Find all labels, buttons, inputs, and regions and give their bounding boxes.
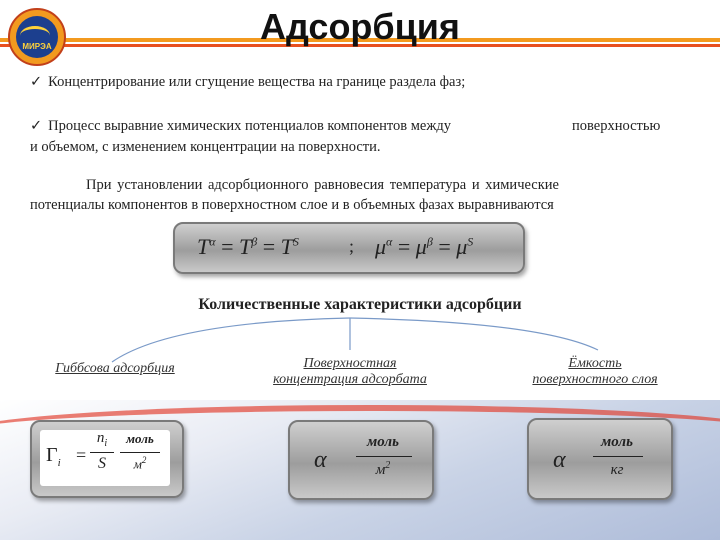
characteristics-heading: Количественные характеристики адсорбции: [198, 296, 522, 313]
paragraph-line-1: При установлении адсорбционного равновесия температура и химические: [86, 177, 559, 193]
alpha-symbol: α: [553, 447, 566, 473]
surface-concentration-formula-box: α моль $м^2$: [288, 420, 434, 500]
category-gibbs: Гиббсова адсорбция: [55, 361, 175, 376]
category-layer-capacity: Ёмкость поверхностного слоя: [532, 356, 658, 387]
bullet-2-end: поверхностью: [572, 118, 661, 134]
layer-capacity-formula-box: α моль кг: [527, 418, 673, 500]
gibbs-formula-box: $\Gamma_i$ = $n_i$ S моль $м^2$: [30, 420, 184, 498]
paragraph-line-2: потенциалы компонентов в поверхностном слое и в объемных фазах выравниваются: [30, 197, 554, 213]
slide-title: Адсорбция: [260, 6, 460, 47]
alpha-symbol: α: [314, 447, 327, 473]
bullet-2-cont: и объемом, с изменением концентрации на поверхности.: [30, 139, 381, 155]
formula-separator: ;: [349, 236, 355, 256]
temperature-equality: $T^\alpha = T^\beta = T^S$: [197, 234, 299, 259]
logo-text: МИРЭА: [22, 42, 52, 51]
gamma-symbol: $\Gamma_i$: [46, 444, 61, 469]
connector-right: [350, 318, 598, 350]
category-surface-concentration: Поверхностная концентрация адсорбата: [273, 356, 427, 387]
potential-equality: $\mu^\alpha = \mu^\beta = \mu^S$: [375, 234, 474, 259]
bullet-1: ✓ Концентрирование или сгущение вещества на границе раздела фаз;: [30, 74, 466, 90]
check-icon: ✓: [30, 118, 43, 134]
check-icon: ✓: [30, 74, 43, 90]
bullet-2: ✓ Процесс выравние химических потенциалов компонентов между: [30, 118, 451, 134]
